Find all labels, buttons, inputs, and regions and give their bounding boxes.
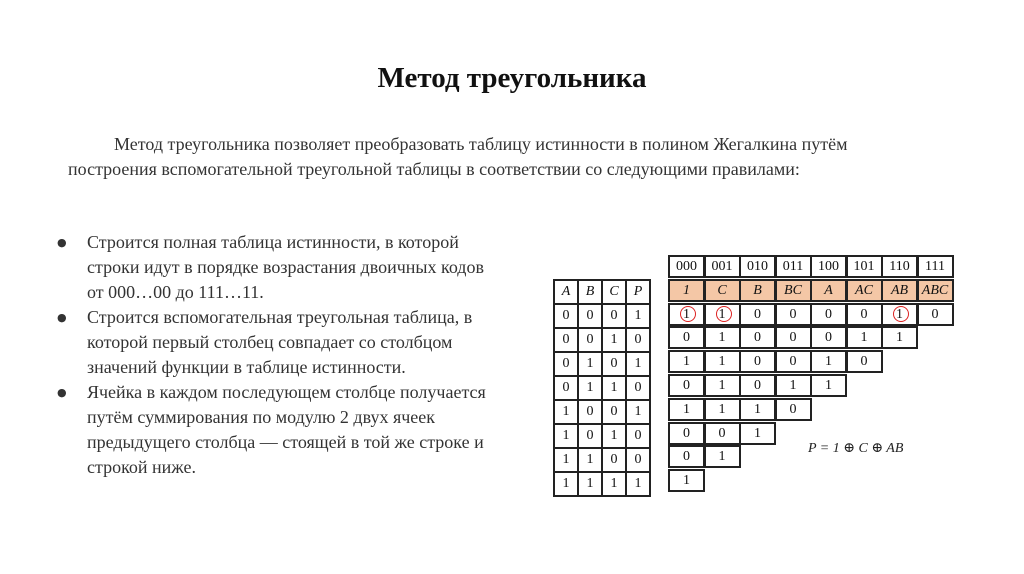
triangle-cell: 1 xyxy=(704,350,741,373)
table-row xyxy=(554,304,650,328)
bullet-icon: ● xyxy=(57,236,67,249)
table-cell: 1 xyxy=(554,472,578,496)
table-row xyxy=(554,376,650,400)
triangle-cell: 1 xyxy=(810,374,847,397)
table-cell: 0 xyxy=(626,328,650,352)
triangle-cell: 0 xyxy=(810,303,847,326)
table-cell: 1 xyxy=(554,400,578,424)
table-cell: 1 xyxy=(602,472,626,496)
code-header-cell: 110 xyxy=(881,255,918,278)
term-header-cell: 1 xyxy=(668,279,705,302)
triangle-cell: 0 xyxy=(775,350,812,373)
table-cell: 0 xyxy=(602,448,626,472)
code-header-cell: 011 xyxy=(775,255,812,278)
triangle-cell: 0 xyxy=(704,422,741,445)
table-row xyxy=(554,400,650,424)
triangle-cell: 1 xyxy=(704,303,741,326)
triangle-cell: 1 xyxy=(704,374,741,397)
triangle-cell: 1 xyxy=(668,469,705,492)
table-row xyxy=(554,352,650,376)
triangle-cell: 1 xyxy=(739,422,776,445)
triangle-cell: 0 xyxy=(668,326,705,349)
rule-text: Строится полная таблица истинности, в которой строки идут в порядке возрастания двоичных кодов от 000…00 до 111…11. xyxy=(87,232,484,302)
table-cell: 0 xyxy=(602,400,626,424)
table-cell: 0 xyxy=(578,400,602,424)
intro-line-2: построения вспомогательной треугольной таблицы в соответствии со следующими правилами: xyxy=(68,159,800,179)
table-cell: 0 xyxy=(626,448,650,472)
term-header-cell: ABC xyxy=(917,279,954,302)
code-header-cell: 100 xyxy=(810,255,847,278)
table-cell: 1 xyxy=(578,448,602,472)
triangle-cell: 1 xyxy=(739,398,776,421)
triangle-cell: 1 xyxy=(881,303,918,326)
triangle-cell: 1 xyxy=(704,445,741,468)
triangle-cell: 0 xyxy=(739,303,776,326)
triangle-cell: 0 xyxy=(775,398,812,421)
list-item xyxy=(54,230,494,305)
triangle-cell: 0 xyxy=(846,303,883,326)
term-header-cell: B xyxy=(739,279,776,302)
triangle-cell: 1 xyxy=(810,350,847,373)
triangle-cell: 1 xyxy=(881,326,918,349)
code-header-cell: 010 xyxy=(739,255,776,278)
code-header-cell: 001 xyxy=(704,255,741,278)
table-cell: 1 xyxy=(578,352,602,376)
term-header-cell: A xyxy=(810,279,847,302)
rules-list xyxy=(54,230,494,480)
table-cell: 0 xyxy=(578,424,602,448)
triangle-cell: 0 xyxy=(775,326,812,349)
page-title: Метод треугольника xyxy=(377,62,647,94)
triangle-cell: 1 xyxy=(704,398,741,421)
bullet-icon: ● xyxy=(57,311,67,324)
table-cell: 1 xyxy=(578,472,602,496)
table-row xyxy=(554,472,650,496)
table-cell: 0 xyxy=(554,376,578,400)
table-cell: 1 xyxy=(602,328,626,352)
table-cell: 0 xyxy=(554,352,578,376)
triangle-cell: 0 xyxy=(668,422,705,445)
triangle-cell: 1 xyxy=(668,350,705,373)
table-row xyxy=(554,328,650,352)
table-row xyxy=(554,448,650,472)
term-header-cell: AB xyxy=(881,279,918,302)
triangle-cell: 0 xyxy=(810,326,847,349)
list-item xyxy=(54,305,494,380)
table-cell: 1 xyxy=(554,448,578,472)
circle-mark-icon xyxy=(680,306,696,322)
table-cell: 0 xyxy=(554,328,578,352)
table-cell: 1 xyxy=(602,424,626,448)
code-header-cell: 101 xyxy=(846,255,883,278)
table-cell: 0 xyxy=(578,328,602,352)
table-header-row xyxy=(554,280,650,304)
list-item xyxy=(54,380,494,480)
triangle-cell: 0 xyxy=(775,303,812,326)
triangle-cell: 1 xyxy=(668,303,705,326)
triangle-cell: 0 xyxy=(846,350,883,373)
header-cell: B xyxy=(578,280,602,304)
table-cell: 0 xyxy=(554,304,578,328)
truth-table xyxy=(553,279,651,497)
table-cell: 0 xyxy=(626,424,650,448)
table-cell: 1 xyxy=(626,472,650,496)
triangle-cell: 0 xyxy=(739,350,776,373)
triangle-cell: 0 xyxy=(917,303,954,326)
triangle-cell: 0 xyxy=(739,374,776,397)
triangle-cell: 1 xyxy=(668,398,705,421)
table-cell: 1 xyxy=(626,400,650,424)
header-cell: P xyxy=(626,280,650,304)
table-cell: 1 xyxy=(602,376,626,400)
triangle-cell: 1 xyxy=(775,374,812,397)
code-header-cell: 111 xyxy=(917,255,954,278)
triangle-cell: 0 xyxy=(739,326,776,349)
code-header-cell: 000 xyxy=(668,255,705,278)
term-header-cell: BC xyxy=(775,279,812,302)
table-cell: 1 xyxy=(626,352,650,376)
circle-mark-icon xyxy=(716,306,732,322)
circle-mark-icon xyxy=(893,306,909,322)
table-row xyxy=(554,424,650,448)
intro-paragraph xyxy=(68,132,898,182)
intro-line-1: Метод треугольника позволяет преобразовать таблицу истинности в полином Жегалкина путём xyxy=(114,134,848,154)
bullet-icon: ● xyxy=(57,386,67,399)
table-cell: 0 xyxy=(602,304,626,328)
header-cell: A xyxy=(554,280,578,304)
rule-text: Ячейка в каждом последующем столбце получается путём суммирования по модулю 2 двух ячеек предыдущего столбца — стоящей в той же строке и строкой ниже. xyxy=(87,382,486,477)
table-cell: 0 xyxy=(578,304,602,328)
table-cell: 1 xyxy=(554,424,578,448)
table-cell: 0 xyxy=(626,376,650,400)
polynomial-result: P = 1 ⊕ C ⊕ AB xyxy=(808,441,904,456)
triangle-cell: 1 xyxy=(846,326,883,349)
table-cell: 0 xyxy=(602,352,626,376)
rule-text: Строится вспомогательная треугольная таблица, в которой первый столбец совпадает со столбцом значений функции в таблице истинности. xyxy=(87,307,473,377)
triangle-cell: 0 xyxy=(668,374,705,397)
triangle-cell: 0 xyxy=(668,445,705,468)
table-cell: 1 xyxy=(578,376,602,400)
term-header-cell: C xyxy=(704,279,741,302)
table-cell: 1 xyxy=(626,304,650,328)
triangle-cell: 1 xyxy=(704,326,741,349)
header-cell: C xyxy=(602,280,626,304)
term-header-cell: AC xyxy=(846,279,883,302)
